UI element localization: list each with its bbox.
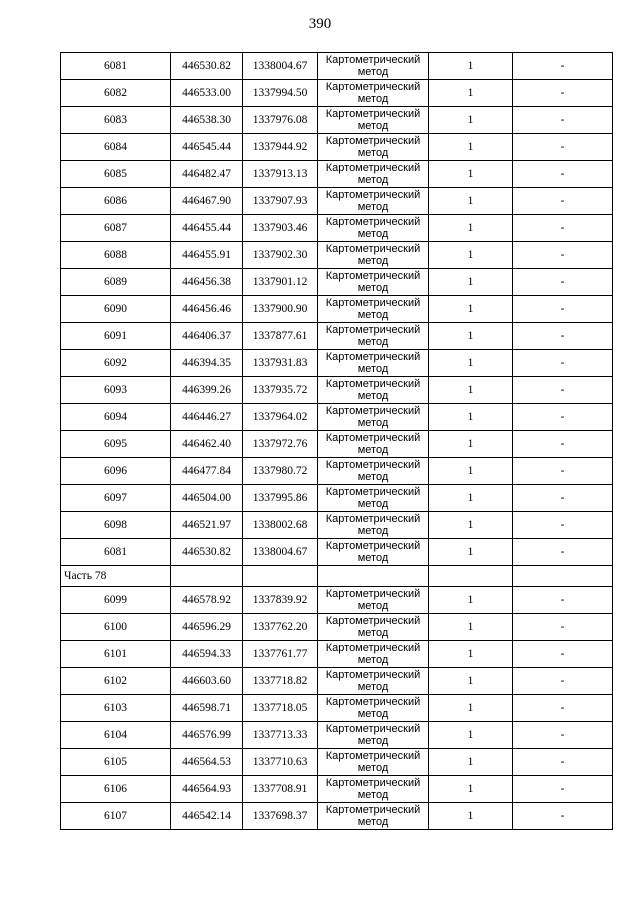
y-coordinate-cell: 1337976.08 [243, 107, 318, 134]
note-cell: - [513, 776, 613, 803]
method-text-line2: метод [357, 654, 389, 666]
table-row [61, 269, 613, 296]
accuracy-cell: 1 [429, 722, 513, 749]
method-cell [318, 458, 429, 485]
accuracy-cell: 1 [429, 803, 513, 830]
point-number-cell: 6107 [61, 803, 171, 830]
x-coordinate-cell: 446456.38 [171, 269, 243, 296]
method-text-line2: метод [357, 417, 389, 429]
table-row [61, 776, 613, 803]
note-cell: - [513, 296, 613, 323]
y-coordinate-cell: 1338002.68 [243, 512, 318, 539]
table-body-before-section [61, 53, 613, 566]
method-text-line1: Картометрический [325, 777, 421, 789]
point-number-cell: 6091 [61, 323, 171, 350]
accuracy-cell: 1 [429, 377, 513, 404]
method-cell [318, 215, 429, 242]
method-text-line1: Картометрический [325, 723, 421, 735]
table-row [61, 161, 613, 188]
method-cell [318, 512, 429, 539]
method-text-line1: Картометрический [325, 486, 421, 498]
note-cell: - [513, 539, 613, 566]
accuracy-cell: 1 [429, 695, 513, 722]
x-coordinate-cell: 446446.27 [171, 404, 243, 431]
point-number-cell: 6090 [61, 296, 171, 323]
table-row [61, 614, 613, 641]
method-cell [318, 587, 429, 614]
point-number-cell: 6081 [61, 539, 171, 566]
point-number-cell: 6106 [61, 776, 171, 803]
method-text-line1: Картометрический [325, 135, 421, 147]
x-coordinate-cell: 446578.92 [171, 587, 243, 614]
table-row [61, 539, 613, 566]
method-cell [318, 377, 429, 404]
x-coordinate-cell: 446504.00 [171, 485, 243, 512]
x-coordinate-cell: 446576.99 [171, 722, 243, 749]
y-coordinate-cell: 1337718.05 [243, 695, 318, 722]
note-cell: - [513, 749, 613, 776]
method-cell [318, 776, 429, 803]
y-coordinate-cell: 1337994.50 [243, 80, 318, 107]
table-row [61, 722, 613, 749]
accuracy-cell: 1 [429, 587, 513, 614]
table-row [61, 377, 613, 404]
method-text-line1: Картометрический [325, 297, 421, 309]
x-coordinate-cell: 446467.90 [171, 188, 243, 215]
table-row [61, 695, 613, 722]
x-coordinate-cell: 446564.53 [171, 749, 243, 776]
accuracy-cell: 1 [429, 539, 513, 566]
method-text-line1: Картометрический [325, 216, 421, 228]
method-text-line1: Картометрический [325, 81, 421, 93]
table-row [61, 404, 613, 431]
method-cell [318, 242, 429, 269]
method-text-line2: метод [357, 390, 389, 402]
method-text-line2: метод [357, 93, 389, 105]
x-coordinate-cell: 446394.35 [171, 350, 243, 377]
method-cell [318, 668, 429, 695]
method-cell [318, 539, 429, 566]
method-text-line1: Картометрический [325, 696, 421, 708]
empty-cell [243, 566, 318, 587]
note-cell: - [513, 722, 613, 749]
point-number-cell: 6089 [61, 269, 171, 296]
y-coordinate-cell: 1337935.72 [243, 377, 318, 404]
note-cell: - [513, 107, 613, 134]
point-number-cell: 6095 [61, 431, 171, 458]
y-coordinate-cell: 1337710.63 [243, 749, 318, 776]
coordinates-table [60, 52, 613, 830]
table-row [61, 188, 613, 215]
note-cell: - [513, 323, 613, 350]
table-row [61, 587, 613, 614]
y-coordinate-cell: 1337902.30 [243, 242, 318, 269]
method-cell [318, 404, 429, 431]
accuracy-cell: 1 [429, 485, 513, 512]
method-text-line1: Картометрический [325, 351, 421, 363]
method-text-line1: Картометрический [325, 513, 421, 525]
y-coordinate-cell: 1337713.33 [243, 722, 318, 749]
point-number-cell: 6092 [61, 350, 171, 377]
y-coordinate-cell: 1337839.92 [243, 587, 318, 614]
accuracy-cell: 1 [429, 215, 513, 242]
method-text-line2: метод [357, 627, 389, 639]
method-text-line1: Картометрический [325, 432, 421, 444]
y-coordinate-cell: 1337718.82 [243, 668, 318, 695]
method-cell [318, 722, 429, 749]
table-row [61, 431, 613, 458]
note-cell: - [513, 404, 613, 431]
point-number-cell: 6096 [61, 458, 171, 485]
table-row [61, 350, 613, 377]
note-cell: - [513, 587, 613, 614]
page-number: 390 [308, 16, 332, 32]
method-text-line1: Картометрический [325, 189, 421, 201]
y-coordinate-cell: 1337995.86 [243, 485, 318, 512]
accuracy-cell: 1 [429, 512, 513, 539]
accuracy-cell: 1 [429, 107, 513, 134]
table-row [61, 458, 613, 485]
method-cell [318, 803, 429, 830]
note-cell: - [513, 512, 613, 539]
accuracy-cell: 1 [429, 404, 513, 431]
x-coordinate-cell: 446530.82 [171, 53, 243, 80]
note-cell: - [513, 215, 613, 242]
method-cell [318, 614, 429, 641]
table-row [61, 641, 613, 668]
table-row [61, 134, 613, 161]
y-coordinate-cell: 1337907.93 [243, 188, 318, 215]
point-number-cell: 6086 [61, 188, 171, 215]
x-coordinate-cell: 446456.46 [171, 296, 243, 323]
method-cell [318, 749, 429, 776]
note-cell: - [513, 668, 613, 695]
point-number-cell: 6104 [61, 722, 171, 749]
point-number-cell: 6100 [61, 614, 171, 641]
method-text-line2: метод [357, 309, 389, 321]
point-number-cell: 6097 [61, 485, 171, 512]
accuracy-cell: 1 [429, 350, 513, 377]
accuracy-cell: 1 [429, 242, 513, 269]
x-coordinate-cell: 446596.29 [171, 614, 243, 641]
method-text-line2: метод [357, 228, 389, 240]
table-row [61, 80, 613, 107]
section-row [61, 566, 613, 587]
method-text-line2: метод [357, 174, 389, 186]
x-coordinate-cell: 446482.47 [171, 161, 243, 188]
accuracy-cell: 1 [429, 161, 513, 188]
method-text-line1: Картометрический [325, 540, 421, 552]
accuracy-cell: 1 [429, 134, 513, 161]
empty-cell [429, 566, 513, 587]
table-row [61, 296, 613, 323]
y-coordinate-cell: 1337708.91 [243, 776, 318, 803]
point-number-cell: 6088 [61, 242, 171, 269]
point-number-cell: 6087 [61, 215, 171, 242]
note-cell: - [513, 695, 613, 722]
point-number-cell: 6082 [61, 80, 171, 107]
method-text-line1: Картометрический [325, 615, 421, 627]
x-coordinate-cell: 446594.33 [171, 641, 243, 668]
y-coordinate-cell: 1337931.83 [243, 350, 318, 377]
table-row [61, 485, 613, 512]
method-text-line1: Картометрический [325, 162, 421, 174]
note-cell: - [513, 803, 613, 830]
x-coordinate-cell: 446545.44 [171, 134, 243, 161]
accuracy-cell: 1 [429, 431, 513, 458]
point-number-cell: 6083 [61, 107, 171, 134]
y-coordinate-cell: 1337762.20 [243, 614, 318, 641]
method-cell [318, 350, 429, 377]
section-label: Часть 78 [61, 566, 171, 587]
x-coordinate-cell: 446455.44 [171, 215, 243, 242]
y-coordinate-cell: 1337964.02 [243, 404, 318, 431]
y-coordinate-cell: 1337944.92 [243, 134, 318, 161]
y-coordinate-cell: 1337761.77 [243, 641, 318, 668]
note-cell: - [513, 641, 613, 668]
method-text-line2: метод [357, 681, 389, 693]
y-coordinate-cell: 1337900.90 [243, 296, 318, 323]
method-text-line1: Картометрический [325, 378, 421, 390]
note-cell: - [513, 485, 613, 512]
accuracy-cell: 1 [429, 668, 513, 695]
note-cell: - [513, 458, 613, 485]
method-text-line2: метод [357, 363, 389, 375]
method-text-line2: метод [357, 444, 389, 456]
method-text-line2: метод [357, 816, 389, 828]
accuracy-cell: 1 [429, 776, 513, 803]
method-text-line1: Картометрический [325, 324, 421, 336]
table-row [61, 215, 613, 242]
method-text-line2: метод [357, 552, 389, 564]
point-number-cell: 6102 [61, 668, 171, 695]
point-number-cell: 6099 [61, 587, 171, 614]
point-number-cell: 6084 [61, 134, 171, 161]
x-coordinate-cell: 446521.97 [171, 512, 243, 539]
x-coordinate-cell: 446542.14 [171, 803, 243, 830]
y-coordinate-cell: 1337980.72 [243, 458, 318, 485]
table-row [61, 512, 613, 539]
x-coordinate-cell: 446406.37 [171, 323, 243, 350]
method-text-line2: метод [357, 600, 389, 612]
note-cell: - [513, 53, 613, 80]
accuracy-cell: 1 [429, 296, 513, 323]
note-cell: - [513, 377, 613, 404]
x-coordinate-cell: 446530.82 [171, 539, 243, 566]
note-cell: - [513, 134, 613, 161]
accuracy-cell: 1 [429, 614, 513, 641]
y-coordinate-cell: 1337972.76 [243, 431, 318, 458]
table-row [61, 668, 613, 695]
method-text-line2: метод [357, 66, 389, 78]
table-row [61, 242, 613, 269]
method-text-line1: Картометрический [325, 270, 421, 282]
point-number-cell: 6094 [61, 404, 171, 431]
method-cell [318, 269, 429, 296]
x-coordinate-cell: 446603.60 [171, 668, 243, 695]
x-coordinate-cell: 446399.26 [171, 377, 243, 404]
point-number-cell: 6081 [61, 53, 171, 80]
table-row [61, 749, 613, 776]
empty-cell [171, 566, 243, 587]
method-text-line2: метод [357, 255, 389, 267]
point-number-cell: 6093 [61, 377, 171, 404]
method-cell [318, 296, 429, 323]
empty-cell [318, 566, 429, 587]
method-text-line2: метод [357, 735, 389, 747]
method-text-line2: метод [357, 282, 389, 294]
x-coordinate-cell: 446477.84 [171, 458, 243, 485]
method-cell [318, 53, 429, 80]
method-text-line2: метод [357, 708, 389, 720]
method-cell [318, 431, 429, 458]
point-number-cell: 6098 [61, 512, 171, 539]
x-coordinate-cell: 446533.00 [171, 80, 243, 107]
x-coordinate-cell: 446455.91 [171, 242, 243, 269]
table-row [61, 803, 613, 830]
note-cell: - [513, 161, 613, 188]
y-coordinate-cell: 1338004.67 [243, 53, 318, 80]
method-cell [318, 641, 429, 668]
method-text-line1: Картометрический [325, 459, 421, 471]
method-cell [318, 80, 429, 107]
note-cell: - [513, 431, 613, 458]
x-coordinate-cell: 446598.71 [171, 695, 243, 722]
table-row [61, 53, 613, 80]
method-text-line2: метод [357, 789, 389, 801]
method-text-line1: Картометрический [325, 243, 421, 255]
section-row-group [61, 566, 613, 587]
accuracy-cell: 1 [429, 641, 513, 668]
x-coordinate-cell: 446564.93 [171, 776, 243, 803]
method-text-line2: метод [357, 762, 389, 774]
table-body-after-section [61, 587, 613, 830]
method-text-line2: метод [357, 336, 389, 348]
x-coordinate-cell: 446538.30 [171, 107, 243, 134]
point-number-cell: 6101 [61, 641, 171, 668]
point-number-cell: 6105 [61, 749, 171, 776]
note-cell: - [513, 269, 613, 296]
method-text-line2: метод [357, 147, 389, 159]
method-text-line1: Картометрический [325, 642, 421, 654]
method-text-line1: Картометрический [325, 405, 421, 417]
method-cell [318, 485, 429, 512]
method-text-line2: метод [357, 471, 389, 483]
table-row [61, 107, 613, 134]
method-text-line2: метод [357, 525, 389, 537]
method-text-line1: Картометрический [325, 588, 421, 600]
y-coordinate-cell: 1338004.67 [243, 539, 318, 566]
method-text-line1: Картометрический [325, 108, 421, 120]
y-coordinate-cell: 1337877.61 [243, 323, 318, 350]
accuracy-cell: 1 [429, 53, 513, 80]
note-cell: - [513, 350, 613, 377]
accuracy-cell: 1 [429, 458, 513, 485]
method-cell [318, 188, 429, 215]
method-cell [318, 323, 429, 350]
method-cell [318, 161, 429, 188]
method-cell [318, 107, 429, 134]
method-cell [318, 695, 429, 722]
y-coordinate-cell: 1337903.46 [243, 215, 318, 242]
accuracy-cell: 1 [429, 269, 513, 296]
method-text-line2: метод [357, 201, 389, 213]
note-cell: - [513, 614, 613, 641]
note-cell: - [513, 80, 613, 107]
method-text-line1: Картометрический [325, 750, 421, 762]
y-coordinate-cell: 1337901.12 [243, 269, 318, 296]
accuracy-cell: 1 [429, 323, 513, 350]
method-text-line1: Картометрический [325, 804, 421, 816]
method-cell [318, 134, 429, 161]
note-cell: - [513, 242, 613, 269]
y-coordinate-cell: 1337698.37 [243, 803, 318, 830]
point-number-cell: 6103 [61, 695, 171, 722]
y-coordinate-cell: 1337913.13 [243, 161, 318, 188]
accuracy-cell: 1 [429, 80, 513, 107]
method-text-line1: Картометрический [325, 54, 421, 66]
method-text-line2: метод [357, 498, 389, 510]
table-row [61, 323, 613, 350]
x-coordinate-cell: 446462.40 [171, 431, 243, 458]
method-text-line1: Картометрический [325, 669, 421, 681]
empty-cell [513, 566, 613, 587]
method-text-line2: метод [357, 120, 389, 132]
accuracy-cell: 1 [429, 188, 513, 215]
note-cell: - [513, 188, 613, 215]
point-number-cell: 6085 [61, 161, 171, 188]
accuracy-cell: 1 [429, 749, 513, 776]
